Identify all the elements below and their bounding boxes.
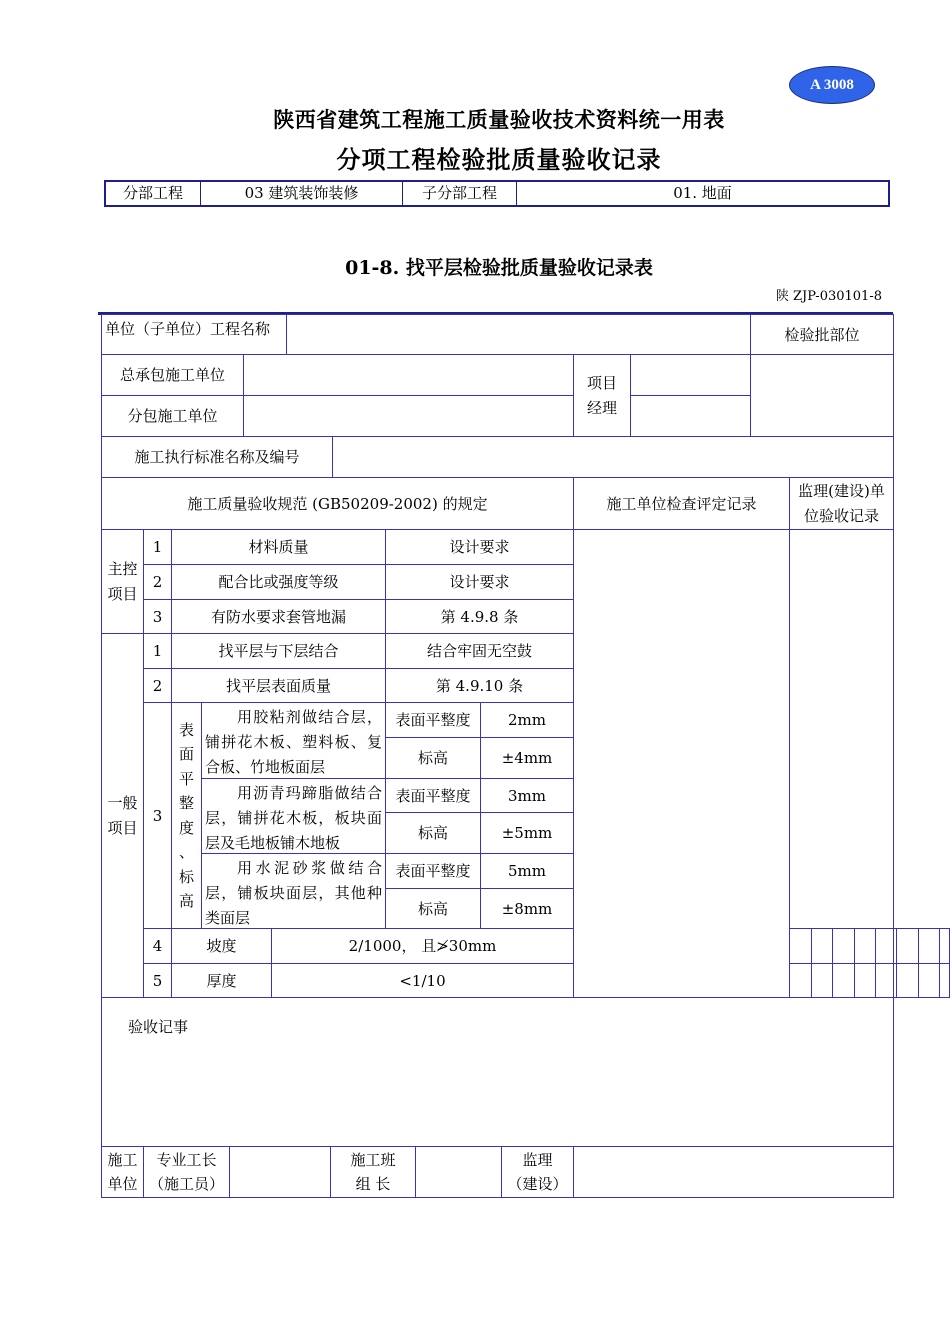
team-leader-line1: 施工班 — [350, 1150, 396, 1169]
contractor-check-area[interactable] — [573, 529, 789, 997]
vertical-char: 整 — [178, 794, 194, 812]
measure-cell[interactable] — [832, 963, 854, 997]
project-manager-label — [573, 354, 630, 436]
general-items-line2: 项目 — [107, 818, 138, 837]
supervisor-header — [789, 477, 893, 529]
general-item-name: 找平层与下层结合 — [171, 633, 385, 668]
vertical-char: 高 — [178, 892, 194, 910]
general-item-no: 5 — [143, 963, 171, 997]
vertical-char: 标 — [178, 867, 194, 886]
main-item-name: 材料质量 — [171, 529, 385, 564]
supervisor-record-area[interactable] — [789, 529, 893, 928]
main-item-req: 第 4.9.8 条 — [385, 599, 573, 633]
tolerance-label: 表面平整度 — [385, 778, 480, 812]
project-name-value[interactable] — [286, 314, 750, 354]
measure-cell[interactable] — [811, 928, 832, 963]
vertical-char: 面 — [178, 745, 194, 763]
general-item-no: 1 — [143, 633, 171, 668]
team-leader-label — [330, 1146, 415, 1197]
main-control-line2: 项目 — [107, 584, 138, 603]
main-item-no: 2 — [143, 564, 171, 599]
page-subtitle: 分项工程检验批质量验收记录 — [336, 145, 662, 174]
tolerance-label: 表面平整度 — [385, 853, 480, 888]
main-item-name: 有防水要求套管地漏 — [171, 599, 385, 633]
supervisor-footer-line1: 监理 — [522, 1150, 553, 1169]
batch-location-value[interactable] — [750, 354, 893, 436]
measure-cell[interactable] — [939, 963, 949, 997]
subcontractor-value[interactable] — [243, 395, 573, 436]
general-contractor-value[interactable] — [243, 354, 573, 395]
main-control-line1: 主控 — [107, 560, 138, 578]
main-item-req: 设计要求 — [385, 529, 573, 564]
supervisor-header-line1: 监理(建设)单 — [798, 482, 885, 500]
grid-bottom-border — [789, 997, 950, 998]
spec-column-header: 施工质量验收规范 (GB50209-2002) 的规定 — [101, 477, 573, 529]
vertical-char: 平 — [178, 769, 194, 788]
tolerance-label: 表面平整度 — [385, 702, 480, 737]
tolerance-label: 标高 — [385, 812, 480, 853]
supervisor-header-line2: 位验收记录 — [803, 506, 879, 525]
surface-type-desc: 用胶粘剂做结合层，铺拼花木板、塑料板、复合板、竹地板面层 — [201, 702, 385, 778]
general-items-line1: 一般 — [107, 794, 138, 812]
table-bottom-border — [101, 1197, 894, 1198]
supervisor-footer-line2: （建设） — [507, 1175, 568, 1193]
measure-cell[interactable] — [918, 963, 939, 997]
general-item-req: 2/1000， 且≯30mm — [271, 928, 573, 963]
tolerance-label: 标高 — [385, 737, 480, 778]
standard-value[interactable] — [332, 436, 893, 477]
main-control-label — [101, 529, 143, 633]
tolerance-value: 2mm — [480, 702, 573, 737]
surface-type-desc: 用沥青玛蹄脂做结合层，铺拼花木板，板块面层及毛地板铺木地板 — [201, 778, 385, 853]
vertical-char: 、 — [178, 843, 194, 861]
vertical-char: 度 — [178, 818, 194, 837]
construction-unit-line1: 施工 — [107, 1150, 138, 1169]
foreman-line2: （施工员） — [148, 1175, 224, 1193]
measure-cell[interactable] — [896, 963, 918, 997]
foreman-line1: 专业工长 — [156, 1150, 217, 1169]
tolerance-value: ±8mm — [480, 888, 573, 928]
general-item-name: 找平层表面质量 — [171, 668, 385, 702]
tolerance-value: 3mm — [480, 778, 573, 812]
division-label: 分部工程 — [106, 182, 201, 205]
form-title: 01-8. 找平层检验批质量验收记录表 — [345, 257, 653, 279]
general-item-req: <1/10 — [271, 963, 573, 997]
general-item-req: 结合牢固无空鼓 — [385, 633, 573, 668]
general-item-no: 4 — [143, 928, 171, 963]
foreman-label — [143, 1146, 229, 1197]
measure-cell[interactable] — [918, 928, 939, 963]
general-item-no: 3 — [143, 702, 171, 928]
project-manager-line1: 项目 — [586, 374, 617, 392]
foreman-signature[interactable] — [229, 1146, 330, 1197]
construction-unit-label — [101, 1146, 143, 1197]
contractor-check-header: 施工单位检查评定记录 — [573, 477, 789, 529]
general-items-label — [101, 633, 143, 997]
tolerance-value: ±4mm — [480, 737, 573, 778]
project-name-label: 单位（子单位）工程名称 — [101, 314, 286, 354]
tolerance-label: 标高 — [385, 888, 480, 928]
batch-location-label: 检验批部位 — [750, 314, 893, 354]
page-title: 陕西省建筑工程施工质量验收技术资料统一用表 — [273, 107, 725, 132]
form-code: 陕 ZJP-030101-8 — [775, 289, 882, 304]
subdivision-label: 子分部工程 — [403, 182, 517, 205]
remarks-area[interactable] — [101, 997, 893, 1146]
division-value: 03 建筑装饰装修 — [201, 182, 403, 205]
main-item-name: 配合比或强度等级 — [171, 564, 385, 599]
project-manager-line2: 经理 — [586, 398, 617, 417]
general-item-name: 坡度 — [171, 928, 271, 963]
measure-cell[interactable] — [896, 928, 918, 963]
measure-cell[interactable] — [811, 963, 832, 997]
general-item-name: 厚度 — [171, 963, 271, 997]
measure-cell[interactable] — [789, 963, 811, 997]
team-leader-signature[interactable] — [415, 1146, 501, 1197]
supervisor-footer-label — [501, 1146, 573, 1197]
subcontractor-label: 分包施工单位 — [101, 395, 243, 436]
general-item-no: 2 — [143, 668, 171, 702]
project-manager-value-2[interactable] — [630, 395, 750, 436]
standard-label: 施工执行标准名称及编号 — [101, 436, 332, 477]
main-item-no: 3 — [143, 599, 171, 633]
tolerance-value: ±5mm — [480, 812, 573, 853]
division-header — [104, 180, 890, 207]
form-number-badge: A 3008 — [789, 66, 875, 104]
measure-cell[interactable] — [789, 928, 811, 963]
remarks-label: 验收记事 — [128, 1018, 189, 1036]
measure-cell[interactable] — [939, 928, 949, 963]
main-item-no: 1 — [143, 529, 171, 564]
surface-type-desc: 用水泥砂浆做结合层，铺板块面层，其他种类面层 — [201, 853, 385, 928]
measure-cell[interactable] — [832, 928, 854, 963]
project-manager-value-1[interactable] — [630, 354, 750, 395]
tolerance-value: 5mm — [480, 853, 573, 888]
team-leader-line2: 组 长 — [355, 1175, 391, 1193]
construction-unit-line2: 单位 — [107, 1175, 138, 1193]
subdivision-value: 01. 地面 — [673, 184, 732, 202]
table-right-border — [893, 314, 894, 1198]
vertical-char: 表 — [178, 720, 194, 739]
measure-cell[interactable] — [854, 928, 875, 963]
main-item-req: 设计要求 — [385, 564, 573, 599]
general-contractor-label: 总承包施工单位 — [101, 354, 243, 395]
measure-cell[interactable] — [854, 963, 875, 997]
supervisor-signature[interactable] — [573, 1146, 893, 1197]
flatness-elevation-label — [171, 702, 201, 928]
general-item-req: 第 4.9.10 条 — [385, 668, 573, 702]
